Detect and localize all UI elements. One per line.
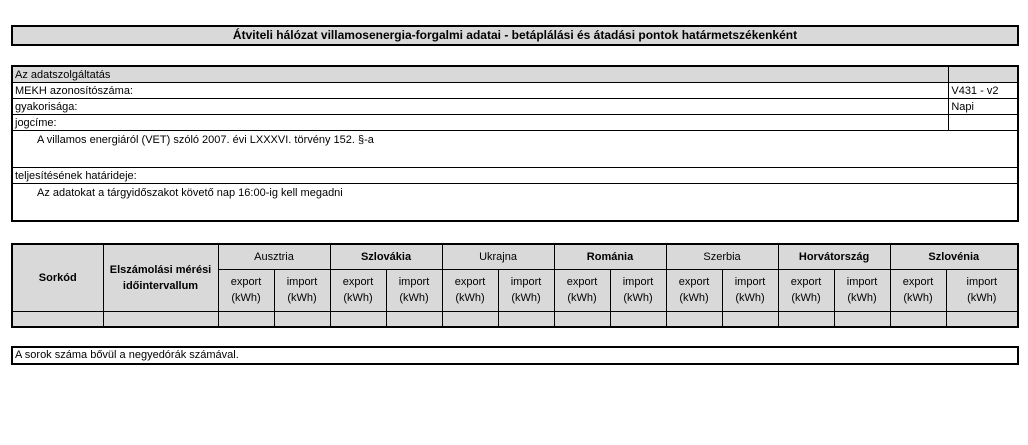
info-header-value <box>949 66 1018 83</box>
data-cell <box>946 311 1018 327</box>
header-export <box>890 269 946 311</box>
info-value-id: V431 - v2 <box>949 83 1018 99</box>
info-value-frequency: Napi <box>949 99 1018 115</box>
unit-label: (kWh) <box>903 292 933 304</box>
header-country: Ausztria <box>218 244 330 269</box>
header-import <box>946 269 1018 311</box>
header-export <box>666 269 722 311</box>
header-export <box>554 269 610 311</box>
deadline-label: teljesítésének határideje: <box>12 168 1018 184</box>
data-cell <box>218 311 274 327</box>
import-label: import <box>966 276 998 288</box>
info-header: Az adatszolgáltatás <box>12 66 949 83</box>
header-import <box>722 269 778 311</box>
unit-label: (kWh) <box>343 292 373 304</box>
import-label: import <box>398 276 430 288</box>
export-label: export <box>230 276 262 288</box>
unit-label: (kWh) <box>735 292 765 304</box>
data-cell <box>330 311 386 327</box>
header-export <box>330 269 386 311</box>
unit-label: (kWh) <box>791 292 821 304</box>
data-cell <box>12 311 103 327</box>
unit-label: (kWh) <box>399 292 429 304</box>
export-label: export <box>454 276 486 288</box>
data-cell <box>498 311 554 327</box>
unit-label: (kWh) <box>455 292 485 304</box>
unit-label: (kWh) <box>679 292 709 304</box>
footnote: A sorok száma bővül a negyedórák számával. <box>11 346 1019 365</box>
info-table <box>11 65 1019 222</box>
header-country: Szlovákia <box>330 244 442 269</box>
export-label: export <box>678 276 710 288</box>
unit-label: (kWh) <box>623 292 653 304</box>
header-country: Ukrajna <box>442 244 554 269</box>
data-cell <box>554 311 610 327</box>
data-cell <box>722 311 778 327</box>
info-label-frequency: gyakorisága: <box>12 99 949 115</box>
unit-label: (kWh) <box>567 292 597 304</box>
header-export <box>442 269 498 311</box>
data-cell <box>834 311 890 327</box>
data-cell <box>778 311 834 327</box>
data-cell <box>890 311 946 327</box>
header-country: Románia <box>554 244 666 269</box>
data-cell <box>274 311 330 327</box>
deadline-cell <box>12 184 1018 222</box>
header-country: Szlovénia <box>890 244 1018 269</box>
header-export <box>778 269 834 311</box>
info-value-legal <box>949 115 1018 131</box>
data-cell <box>610 311 666 327</box>
header-interval: Elszámolási mérési időintervallum <box>103 244 218 311</box>
unit-label: (kWh) <box>847 292 877 304</box>
import-label: import <box>622 276 654 288</box>
unit-label: (kWh) <box>287 292 317 304</box>
page-title: Átviteli hálózat villamosenergia-forgalmi adatai - betáplálási és átadási pontok határmetszékenként <box>11 25 1019 46</box>
export-label: export <box>902 276 934 288</box>
unit-label: (kWh) <box>967 292 997 304</box>
data-cell <box>442 311 498 327</box>
header-country: Szerbia <box>666 244 778 269</box>
header-import <box>498 269 554 311</box>
legal-basis-cell <box>12 131 1018 168</box>
header-import <box>274 269 330 311</box>
info-label-legal: jogcíme: <box>12 115 949 131</box>
data-cell <box>103 311 218 327</box>
header-country: Horvátország <box>778 244 890 269</box>
import-label: import <box>846 276 878 288</box>
import-label: import <box>734 276 766 288</box>
header-import <box>834 269 890 311</box>
import-label: import <box>510 276 542 288</box>
deadline-text: Az adatokat a tárgyidőszakot követő nap 16:00-ig kell megadni <box>37 187 343 199</box>
header-sorkod: Sorkód <box>12 244 103 311</box>
export-label: export <box>566 276 598 288</box>
header-export <box>218 269 274 311</box>
info-label-id: MEKH azonosítószáma: <box>12 83 949 99</box>
export-label: export <box>342 276 374 288</box>
data-cell <box>386 311 442 327</box>
unit-label: (kWh) <box>511 292 541 304</box>
header-import <box>610 269 666 311</box>
legal-basis-text: A villamos energiáról (VET) szóló 2007. évi LXXXVI. törvény 152. §-a <box>37 134 374 146</box>
import-label: import <box>286 276 318 288</box>
unit-label: (kWh) <box>231 292 261 304</box>
header-import <box>386 269 442 311</box>
data-grid <box>11 243 1019 328</box>
data-cell <box>666 311 722 327</box>
export-label: export <box>790 276 822 288</box>
